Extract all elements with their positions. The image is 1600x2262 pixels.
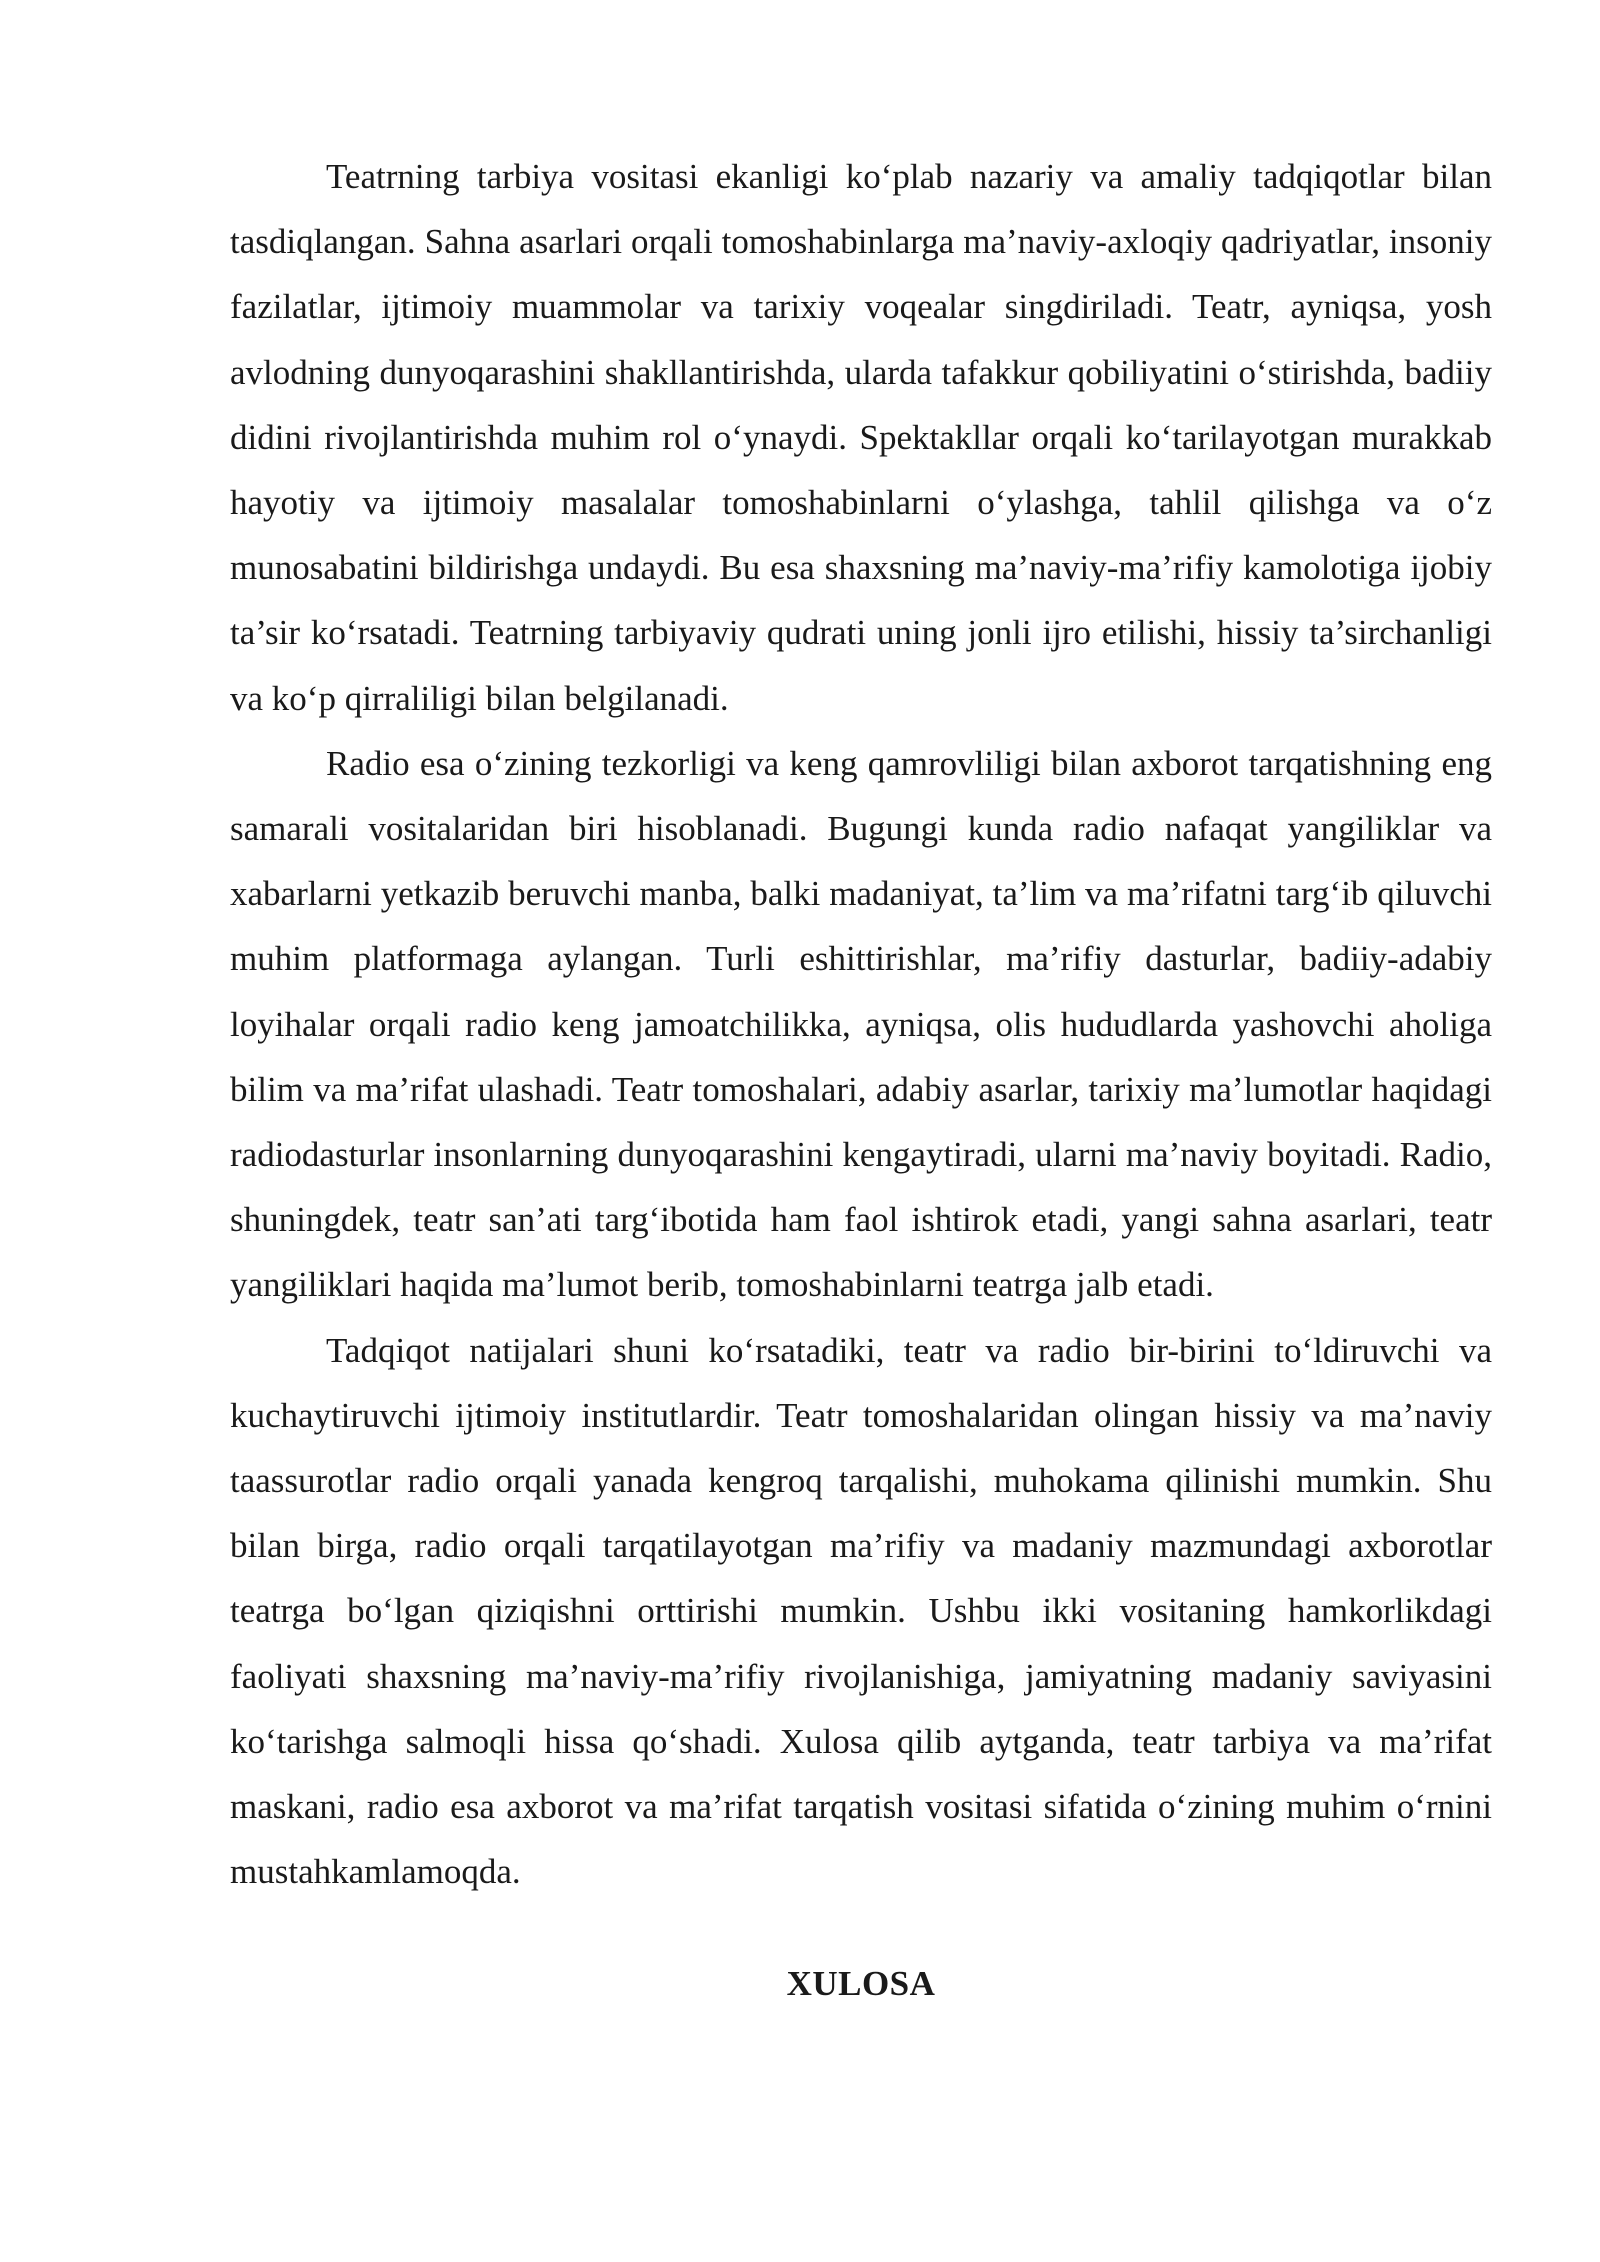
paragraph-radio: Radio esa o‘zining tezkorligi va keng qamrovliligi bilan axborot tarqatishning eng samarali vositalaridan biri hisoblanadi. Bugungi kunda radio nafaqat yangiliklar va xabarlarni yetkazib beruvchi manba, balki madaniyat, ta’lim va ma’rifatni targ‘ib qiluvchi muhim platformaga aylangan. Turli eshittirishlar, ma’rifiy dasturlar, badiiy-adabiy loyihalar orqali radio keng jamoatchilikka, ayniqsa, olis hududlarda yashovchi aholiga bilim va ma’rifat ulashadi. Teatr tomoshalari, adabiy asarlar, tarixiy ma’lumotlar haqidagi radiodasturlar insonlarning dunyoqarashini kengaytiradi, ularni ma’naviy boyitadi. Radio, shuningdek, teatr san’ati targ‘ibotida ham faol ishtirok etadi, yangi sahna asarlari, teatr yangiliklari haqida ma’lumot berib, tomoshabinlarni teatrga jalb etadi.	[230, 743, 1492, 1305]
document-body	[230, 144, 1492, 2016]
paragraph-theatre: Teatrning tarbiya vositasi ekanligi ko‘plab nazariy va amaliy tadqiqotlar bilan tasdiqlangan. Sahna asarlari orqali tomoshabinlarga ma’naviy-axloqiy qadriyatlar, insoniy fazilatlar, ijtimoiy muammolar va tarixiy voqealar singdiriladi. Teatr, ayniqsa, yosh avlodning dunyoqarashini shakllantirishda, ularda tafakkur qobiliyatini o‘stirishda, badiiy didini rivojlantirishda muhim rol o‘ynaydi. Spektakllar orqali ko‘tarilayotgan murakkab hayotiy va ijtimoiy masalalar tomoshabinlarni o‘ylashga, tahlil qilishga va o‘z munosabatini bildirishga undaydi. Bu esa shaxsning ma’naviy-ma’rifiy kamolotiga ijobiy ta’sir ko‘rsatadi. Teatrning tarbiyaviy qudrati uning jonli ijro etilishi, hissiy ta’sirchanligi va ko‘p qirraliligi bilan belgilanadi.	[230, 157, 1492, 718]
section-heading-conclusion: XULOSA	[786, 1964, 936, 2004]
paragraph-research-results: Tadqiqot natijalari shuni ko‘rsatadiki, teatr va radio bir-birini to‘ldiruvchi va kuchaytiruvchi ijtimoiy institutlardir. Teatr tomoshalaridan olingan hissiy va ma’naviy taassurotlar radio orqali yanada kengroq tarqalishi, muhokama qilinishi mumkin. Shu bilan birga, radio orqali tarqatilayotgan ma’rifiy va madaniy mazmundagi axborotlar teatrga bo‘lgan qiziqishni orttirishi mumkin. Ushbu ikki vositaning hamkorlikdagi faoliyati shaxsning ma’naviy-ma’rifiy rivojlanishiga, jamiyatning madaniy saviyasini ko‘tarishga salmoqli hissa qo‘shadi. Xulosa qilib aytganda, teatr tarbiya va ma’rifat maskani, radio esa axborot va ma’rifat tarqatish vositasi sifatida o‘zining muhim o‘rnini mustahkamlamoqda.	[230, 1330, 1492, 1892]
